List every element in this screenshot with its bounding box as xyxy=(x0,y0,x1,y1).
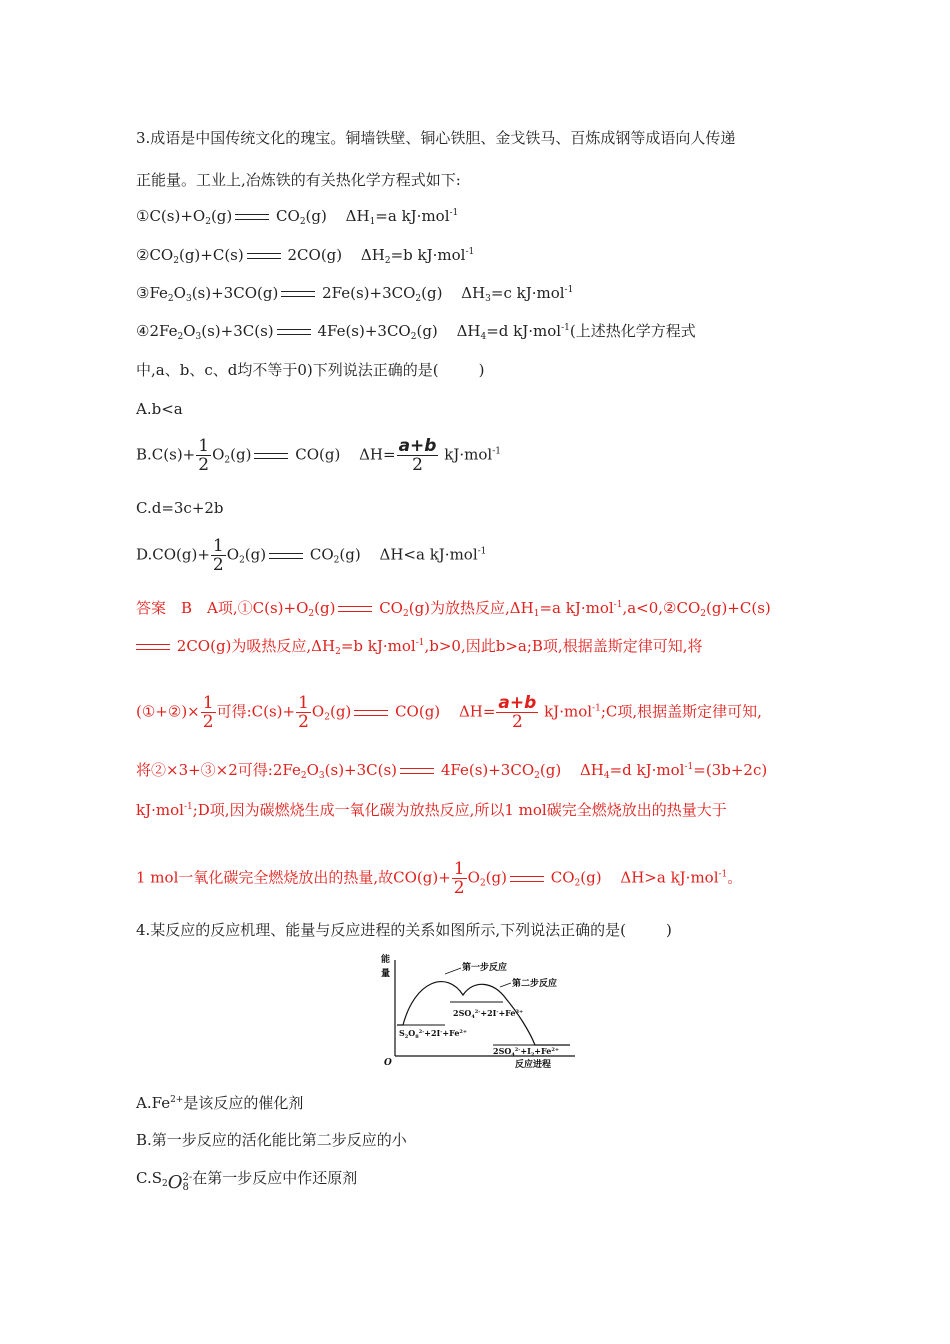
answer-line-2: 2CO(g)为吸热反应$,\Delta H_2=b$ kJ·mol$^{-1}$,b>0,因此b>a;B项,根据盖斯定律可知,将 xyxy=(136,636,702,656)
fraction-a-plus-b-over-2: $\frac{a+b}{2}$ xyxy=(398,436,437,475)
y-axis-label-2: 量 xyxy=(381,969,391,979)
answer-line-4: 将②×3+③×2可得$:2Fe_2O_3(s)+3C(s)$ $4Fe(s)+3CO_2(g)$ $\Delta H_4=d$ kJ·mol$^{-1}$=(3b+2c) xyxy=(136,761,768,781)
q3-stem-line2 xyxy=(136,170,461,190)
end-species: $2SO_4^{2-}+I_2+Fe^{2+}$ xyxy=(493,1046,560,1058)
start-species: $S_2O_8^{2-}+2I^-+Fe^{2+}$ xyxy=(399,1028,468,1040)
answer-line-1: 答案 B A项$,①C(s)+O_2(g)$ $CO_2(g)$为放热反应$,\Delta H_1=a$ $kJ\cdot mol^{-1},a<0,②CO_2(g)+C(s)$ xyxy=(136,599,771,619)
q3-stem-line1 xyxy=(136,128,735,148)
equilibrium-arrow-icon xyxy=(277,329,311,335)
equilibrium-arrow-icon xyxy=(281,291,315,297)
answer-line-3: (①+②)× $\frac{1}{2}$ 可得:C(s)+ $\frac{1}{2}$ $O_2(g)$ CO(g) ΔH= $\frac{a+b}{2}$ kJ·mol$^{-1}$;C项,根据盖斯定律可知, xyxy=(136,693,762,732)
answer-line-6: 1 mol一氧化碳完全燃烧放出的热量,故CO(g)+ $\frac{1}{2}$ $O_2(g)$ $CO_2(g)$ ΔH>a kJ·mol$^{-1}$。 xyxy=(136,859,743,898)
equilibrium-arrow-icon xyxy=(354,710,388,716)
equilibrium-arrow-icon xyxy=(510,876,544,882)
equilibrium-arrow-icon xyxy=(254,453,288,459)
step1-label: 第一步反应 xyxy=(462,963,508,973)
step1-pointer xyxy=(445,968,461,974)
fraction-one-half: $\frac{1}{2}$ xyxy=(453,859,465,898)
x-axis-label: 反应进程 xyxy=(515,1060,552,1070)
q3-option-d: D.CO(g)+ $\frac{1}{2}$ $O_2(g)$ $CO_2(g)$ ΔH<a kJ·mol$^{-1}$ xyxy=(136,536,487,575)
y-axis-label-1: 能 xyxy=(381,955,391,965)
q3-equation-1: $①C(s)+O_2(g)$ $CO_2(g)$ $\Delta H_1=a$ kJ·mol$^{-1}$ xyxy=(136,207,459,227)
answer-line-5: kJ·mol$^{-1}$;D项,因为碳燃烧生成一氧化碳为放热反应,所以1 mol碳完全燃烧放出的热量大于 xyxy=(136,801,727,819)
origin-label: O xyxy=(384,1058,392,1068)
q3-equation-2: $②CO_2(g)+C(s)$ 2CO(g) $\Delta H_2=b$ kJ·mol$^{-1}$ xyxy=(136,246,475,266)
q3-equation-3: $③Fe_2O_3(s)+3CO(g)$ $2Fe(s)+3CO_2(g)$ $\Delta H_3=c$ kJ·mol$^{-1}$ xyxy=(136,284,574,304)
step2-pointer xyxy=(500,983,511,987)
q4-option-a: $A.Fe^{2+}$是该反应的催化剂 xyxy=(136,1094,304,1112)
q3-stem-text-2: 正能量。工业上,冶炼铁的有关热化学方程式如下: xyxy=(136,171,461,189)
q3-option-c: C.d=3c+2b xyxy=(136,499,224,517)
q4-option-c: $C.S_2O$ 2- 8 在第一步反应中作还原剂 xyxy=(136,1169,358,1193)
equilibrium-arrow-icon xyxy=(400,768,434,774)
q4-stem: 4.某反应的反应机理、能量与反应进程的关系如图所示,下列说法正确的是( ) xyxy=(136,921,672,939)
q3-stem-line3: 中,a、b、c、d均不等于0)下列说法正确的是( ) xyxy=(136,361,485,379)
energy-diagram xyxy=(375,950,580,1075)
equilibrium-arrow-icon xyxy=(269,553,303,559)
equilibrium-arrow-icon xyxy=(247,253,281,259)
q3-option-b: B.C(s)+ $\frac{1}{2}$ $O_2(g)$ CO(g) ΔH= $\frac{a+b}{2}$ kJ·mol$^{-1}$ xyxy=(136,436,501,475)
q4-option-b: B.第一步反应的活化能比第二步反应的小 xyxy=(136,1131,407,1149)
intermediate-species: $2SO_4^{2-}+2I^-+Fe^{3+}$ xyxy=(453,1008,524,1020)
q3-stem-text-1: 3.成语是中国传统文化的瑰宝。铜墙铁壁、铜心铁胆、金戈铁马、百炼成钢等成语向人传递 xyxy=(136,129,736,147)
equilibrium-arrow-icon xyxy=(235,214,269,220)
step2-label: 第二步反应 xyxy=(512,979,558,989)
equilibrium-arrow-icon xyxy=(338,606,372,612)
q3-option-a: A.b<a xyxy=(136,400,183,418)
fraction-one-half: $\frac{1}{2}$ xyxy=(202,693,214,732)
q3-equation-4: $④2Fe_2O_3(s)+3C(s)$ $4Fe(s)+3CO_2(g)$ $\Delta H_4=d$ kJ·mol$^{-1}$(上述热化学方程式 xyxy=(136,322,696,342)
fraction-one-half: $\frac{1}{2}$ xyxy=(298,693,309,732)
equilibrium-arrow-icon xyxy=(136,644,170,650)
fraction-a-plus-b-over-2: $\frac{a+b}{2}$ xyxy=(498,693,537,732)
fraction-one-half: $\frac{1}{2}$ xyxy=(212,536,224,575)
fraction-one-half: $\frac{1}{2}$ xyxy=(198,436,210,475)
